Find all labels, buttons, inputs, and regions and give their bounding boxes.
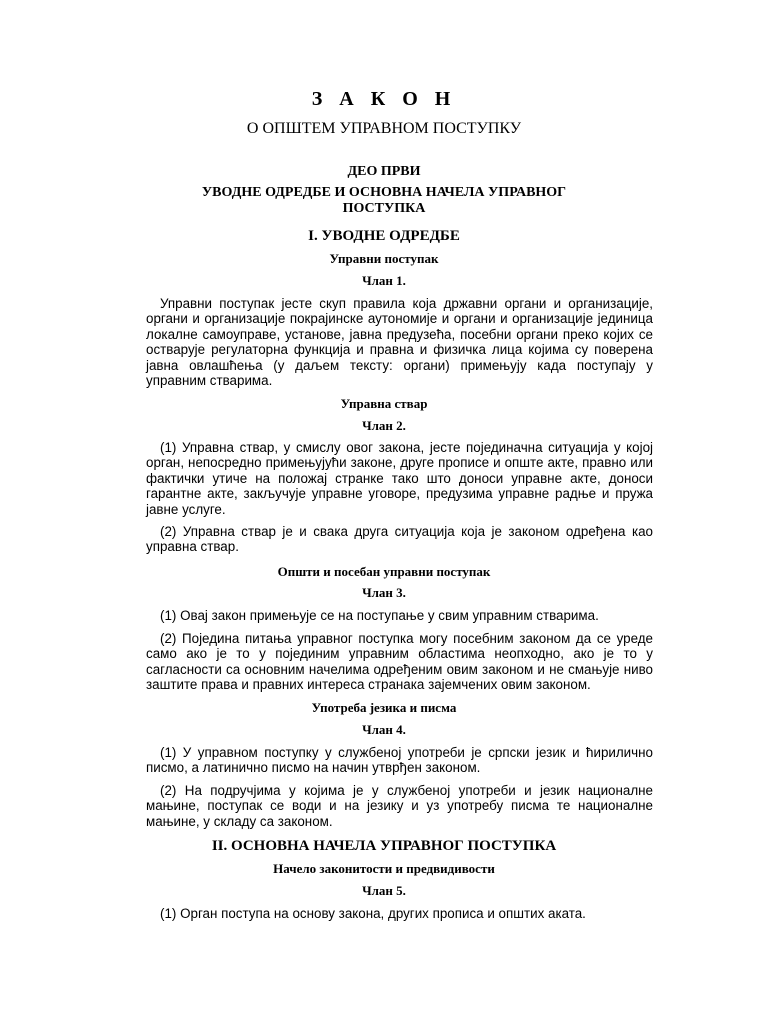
part-title: УВОДНЕ ОДРЕДБЕ И ОСНОВНА НАЧЕЛА УПРАВНОГ ПОСТУПКА — [201, 185, 567, 216]
section-heading: Управна ствар — [340, 396, 428, 411]
section-heading: Начело законитости и предвидивости — [273, 861, 495, 876]
paragraph: (2) Поједина питања управног поступка могу посебним законом да се уреде само ако је то у појединим управним областима неопходно, ако је то у сагласности са основним начелима одређеним овим законом и не смањује ниво заштите права и правних интереса странака зајемчених овим законом. — [146, 631, 653, 693]
chapter-heading: I. УВОДНЕ ОДРЕДБЕ — [308, 228, 460, 244]
paragraph: (2) На подручјима у којима је у службеној употреби и језик националне мањине, поступак се води и на језику и уз употребу писма те националне мањине, у складу са законом. — [146, 783, 653, 829]
paragraph: (1) Орган поступа на основу закона, других прописа и општих аката. — [160, 906, 586, 921]
section-heading: Управни поступак — [329, 251, 439, 266]
paragraph: Управни поступак јесте скуп правила која државни органи и организације, органи и организације покрајинске аутономије и органи и организације јединица локалне самоуправе, установе, јавна предузећа, посебни органи преко којих се остварује регулаторна функција и правна и физичка лица којима су поверена јавна овлашћења (у даљем тексту: органи) примењују када поступају у управним стварима. — [146, 296, 653, 389]
article-heading: Члан 2. — [362, 418, 406, 433]
article-heading: Члан 1. — [362, 273, 406, 288]
part-heading: ДЕО ПРВИ — [347, 164, 421, 179]
article-heading: Члан 5. — [362, 883, 406, 898]
article-heading: Члан 3. — [362, 585, 406, 600]
paragraph: (1) Управна ствар, у смислу овог закона, јесте појединачна ситуација у којој орган, непосредно примењујући законе, друге прописе и опште акте, правно или фактички утиче на положај странке тако што доноси управне акте, доноси гарантне акте, закључује управне уговоре, предузима управне радње и пружа јавне услуге. — [146, 440, 653, 517]
section-heading: Употреба језика и писма — [311, 700, 457, 715]
paragraph: (1) У управном поступку у службеној употреби је српски језик и ћирилично писмо, а латинично писмо на начин утврђен законом. — [146, 745, 653, 776]
chapter-heading: II. ОСНОВНА НАЧЕЛА УПРАВНОГ ПОСТУПКА — [211, 838, 557, 854]
article-heading: Члан 4. — [362, 722, 406, 737]
law-title: З А К О Н — [311, 88, 457, 110]
paragraph: (2) Управна ствар је и свака друга ситуација која је законом одређена као управна ствар. — [146, 524, 653, 555]
section-heading: Општи и посебан управни поступак — [277, 564, 491, 579]
law-subtitle: О ОПШТЕМ УПРАВНОМ ПОСТУПКУ — [246, 120, 522, 137]
paragraph: (1) Овај закон примењује се на поступање у свим управним стварима. — [160, 608, 599, 623]
